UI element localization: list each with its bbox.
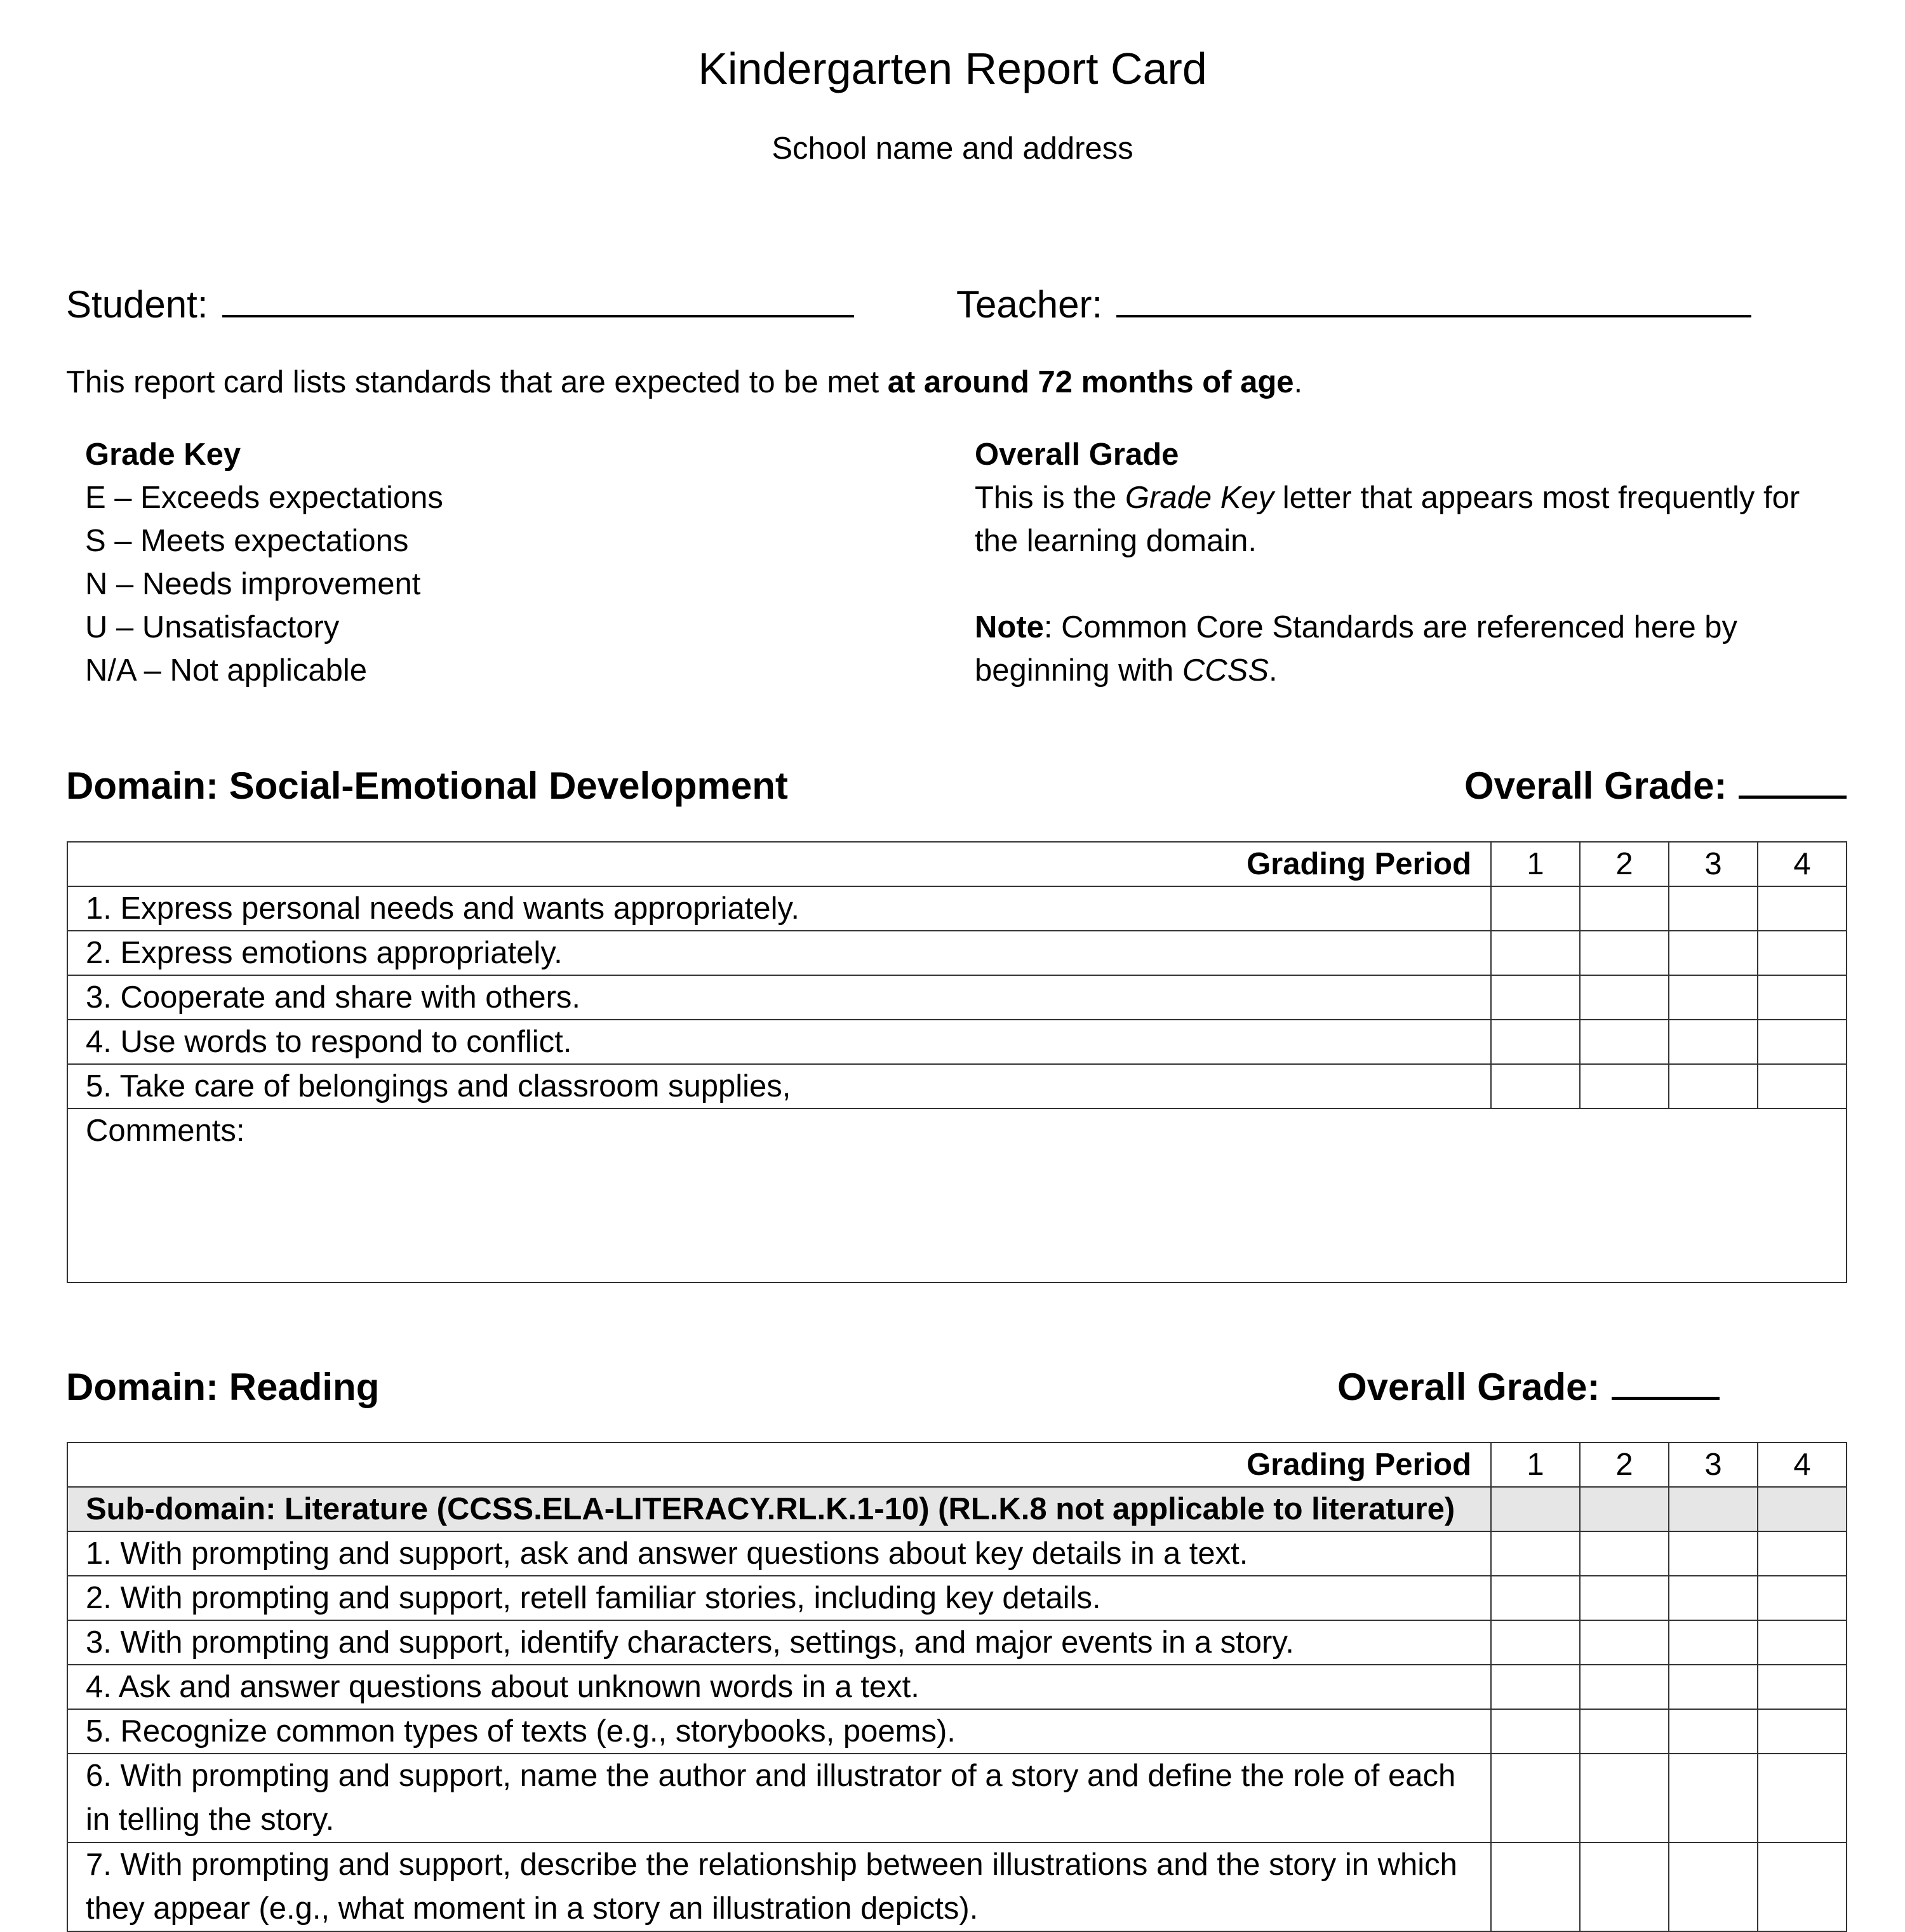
- social-overall-grade: Overall Grade:: [1464, 764, 1847, 808]
- period-4-header: 4: [1758, 1442, 1847, 1487]
- grade-cell[interactable]: [1669, 1665, 1758, 1709]
- domain-reading-title: Domain: Reading: [66, 1366, 380, 1408]
- social-emotional-table: [67, 841, 1847, 1283]
- grade-cell[interactable]: [1669, 1020, 1758, 1064]
- reading-table: [67, 1442, 1847, 1932]
- grade-key-item: N/A – Not applicable: [85, 653, 367, 688]
- period-1-header: 1: [1491, 1442, 1580, 1487]
- grade-cell[interactable]: [1758, 931, 1847, 975]
- grading-period-header-row: [67, 842, 1847, 886]
- standard-text: 1. Express personal needs and wants appropriately.: [67, 886, 1491, 931]
- standard-text: 5. Recognize common types of texts (e.g., storybooks, poems).: [67, 1709, 1491, 1754]
- standard-text: 3. With prompting and support, identify characters, settings, and major events in a story.: [67, 1620, 1491, 1665]
- grade-cell[interactable]: [1669, 1842, 1758, 1931]
- overall-grade-info: [975, 433, 1819, 692]
- grade-cell[interactable]: [1580, 1709, 1669, 1754]
- domain-social-emotional-title: Domain: Social-Emotional Development: [66, 764, 788, 807]
- table-row: [67, 1064, 1847, 1109]
- grade-cell[interactable]: [1491, 1709, 1580, 1754]
- overall-grade-description: This is the Grade Key letter that appears most frequently for the learning domain.: [975, 481, 1800, 558]
- standard-text: 7. With prompting and support, describe the relationship between illustrations and the story in which they appear (e.g., what moment in a story an illustration depicts).: [67, 1842, 1491, 1931]
- grade-cell[interactable]: [1580, 1665, 1669, 1709]
- standard-text: 1. With prompting and support, ask and answer questions about key details in a text.: [67, 1531, 1491, 1576]
- table-row: [67, 1665, 1847, 1709]
- grade-cell[interactable]: [1580, 1842, 1669, 1931]
- standard-text: 6. With prompting and support, name the author and illustrator of a story and define the role of each in telling the story.: [67, 1754, 1491, 1842]
- comments-row: [67, 1109, 1847, 1282]
- table-row: [67, 975, 1847, 1020]
- table-row: [67, 1576, 1847, 1620]
- table-row: [67, 1620, 1847, 1665]
- comments-box[interactable]: [67, 1109, 1847, 1282]
- period-2-header: 2: [1580, 842, 1669, 886]
- grade-cell[interactable]: [1669, 1531, 1758, 1576]
- standard-text: 4. Use words to respond to conflict.: [67, 1020, 1491, 1064]
- grade-cell[interactable]: [1758, 1620, 1847, 1665]
- grade-cell[interactable]: [1491, 1842, 1580, 1931]
- grade-cell[interactable]: [1491, 1020, 1580, 1064]
- grade-cell[interactable]: [1669, 886, 1758, 931]
- intro-text: This report card lists standards that are expected to be met at around 72 months of age.: [66, 365, 1303, 399]
- subdomain-literature-label: Sub-domain: Literature (CCSS.ELA-LITERACY.RL.K.1-10) (RL.K.8 not applicable to literature): [67, 1487, 1491, 1531]
- grade-cell[interactable]: [1491, 886, 1580, 931]
- grade-cell[interactable]: [1491, 1064, 1580, 1109]
- grade-cell[interactable]: [1758, 1064, 1847, 1109]
- grade-cell[interactable]: [1580, 886, 1669, 931]
- period-3-header: 3: [1669, 842, 1758, 886]
- overall-grade-heading: Overall Grade: [975, 437, 1179, 472]
- standard-text: 2. Express emotions appropriately.: [67, 931, 1491, 975]
- grade-cell[interactable]: [1491, 1754, 1580, 1842]
- grade-cell[interactable]: [1491, 975, 1580, 1020]
- period-2-header: 2: [1580, 1442, 1669, 1487]
- grade-cell[interactable]: [1758, 1842, 1847, 1931]
- grade-cell[interactable]: [1758, 1576, 1847, 1620]
- grade-cell[interactable]: [1758, 1665, 1847, 1709]
- standard-text: 4. Ask and answer questions about unknown words in a text.: [67, 1665, 1491, 1709]
- grade-cell[interactable]: [1758, 886, 1847, 931]
- teacher-blank-line[interactable]: [1116, 283, 1751, 317]
- standard-text: 2. With prompting and support, retell familiar stories, including key details.: [67, 1576, 1491, 1620]
- school-name-address: School name and address: [772, 131, 1133, 166]
- grading-period-header-row: [67, 1442, 1847, 1487]
- grade-cell[interactable]: [1669, 1064, 1758, 1109]
- table-row: [67, 931, 1847, 975]
- report-title: Kindergarten Report Card: [698, 44, 1207, 93]
- reading-overall-grade-blank[interactable]: [1612, 1366, 1720, 1400]
- grade-cell[interactable]: [1758, 1754, 1847, 1842]
- teacher-label: Teacher:: [956, 283, 1103, 326]
- reading-overall-grade: Overall Grade:: [1337, 1365, 1720, 1409]
- period-1-header: 1: [1491, 842, 1580, 886]
- comments-label: Comments:: [86, 1114, 245, 1148]
- table-row: [67, 1020, 1847, 1064]
- grading-period-label: Grading Period: [67, 842, 1491, 886]
- grade-cell[interactable]: [1669, 931, 1758, 975]
- grade-cell[interactable]: [1669, 1620, 1758, 1665]
- grade-key-item: E – Exceeds expectations: [85, 481, 443, 515]
- grade-key-heading: Grade Key: [85, 437, 241, 472]
- grade-key-item: U – Unsatisfactory: [85, 610, 340, 644]
- social-overall-grade-blank[interactable]: [1739, 765, 1847, 799]
- period-4-header: 4: [1758, 842, 1847, 886]
- grade-cell[interactable]: [1491, 1576, 1580, 1620]
- table-row: [67, 1531, 1847, 1576]
- grade-cell[interactable]: [1580, 931, 1669, 975]
- grade-cell[interactable]: [1491, 1665, 1580, 1709]
- grade-cell[interactable]: [1669, 1709, 1758, 1754]
- grade-key-item: N – Needs improvement: [85, 567, 421, 601]
- student-label: Student:: [66, 283, 208, 326]
- table-row: [67, 1842, 1847, 1931]
- teacher-field: [956, 283, 1751, 326]
- ccss-note: Note: Common Core Standards are referenced here by beginning with CCSS.: [975, 610, 1738, 688]
- grade-cell[interactable]: [1580, 1020, 1669, 1064]
- subdomain-row: [67, 1487, 1847, 1531]
- grade-cell[interactable]: [1491, 1620, 1580, 1665]
- grading-period-label: Grading Period: [67, 1442, 1491, 1487]
- student-field: [66, 283, 854, 326]
- period-3-header: 3: [1669, 1442, 1758, 1487]
- grade-cell[interactable]: [1580, 1754, 1669, 1842]
- grade-cell[interactable]: [1580, 1064, 1669, 1109]
- grade-cell[interactable]: [1580, 1531, 1669, 1576]
- grade-cell[interactable]: [1758, 975, 1847, 1020]
- standard-text: 3. Cooperate and share with others.: [67, 975, 1491, 1020]
- standard-text: 5. Take care of belongings and classroom supplies,: [67, 1064, 1491, 1109]
- grade-cell[interactable]: [1491, 1531, 1580, 1576]
- student-blank-line[interactable]: [222, 283, 854, 317]
- grade-cell[interactable]: [1669, 1576, 1758, 1620]
- grade-cell[interactable]: [1580, 975, 1669, 1020]
- grade-cell[interactable]: [1758, 1709, 1847, 1754]
- grade-key-item: S – Meets expectations: [85, 524, 409, 558]
- grade-cell[interactable]: [1491, 931, 1580, 975]
- grade-cell[interactable]: [1669, 975, 1758, 1020]
- grade-cell[interactable]: [1580, 1576, 1669, 1620]
- table-row: [67, 1709, 1847, 1754]
- grade-cell[interactable]: [1669, 1754, 1758, 1842]
- grade-cell[interactable]: [1758, 1531, 1847, 1576]
- grade-cell[interactable]: [1580, 1620, 1669, 1665]
- table-row: [67, 1754, 1847, 1842]
- grade-cell[interactable]: [1758, 1020, 1847, 1064]
- grade-key: [85, 433, 847, 692]
- table-row: [67, 886, 1847, 931]
